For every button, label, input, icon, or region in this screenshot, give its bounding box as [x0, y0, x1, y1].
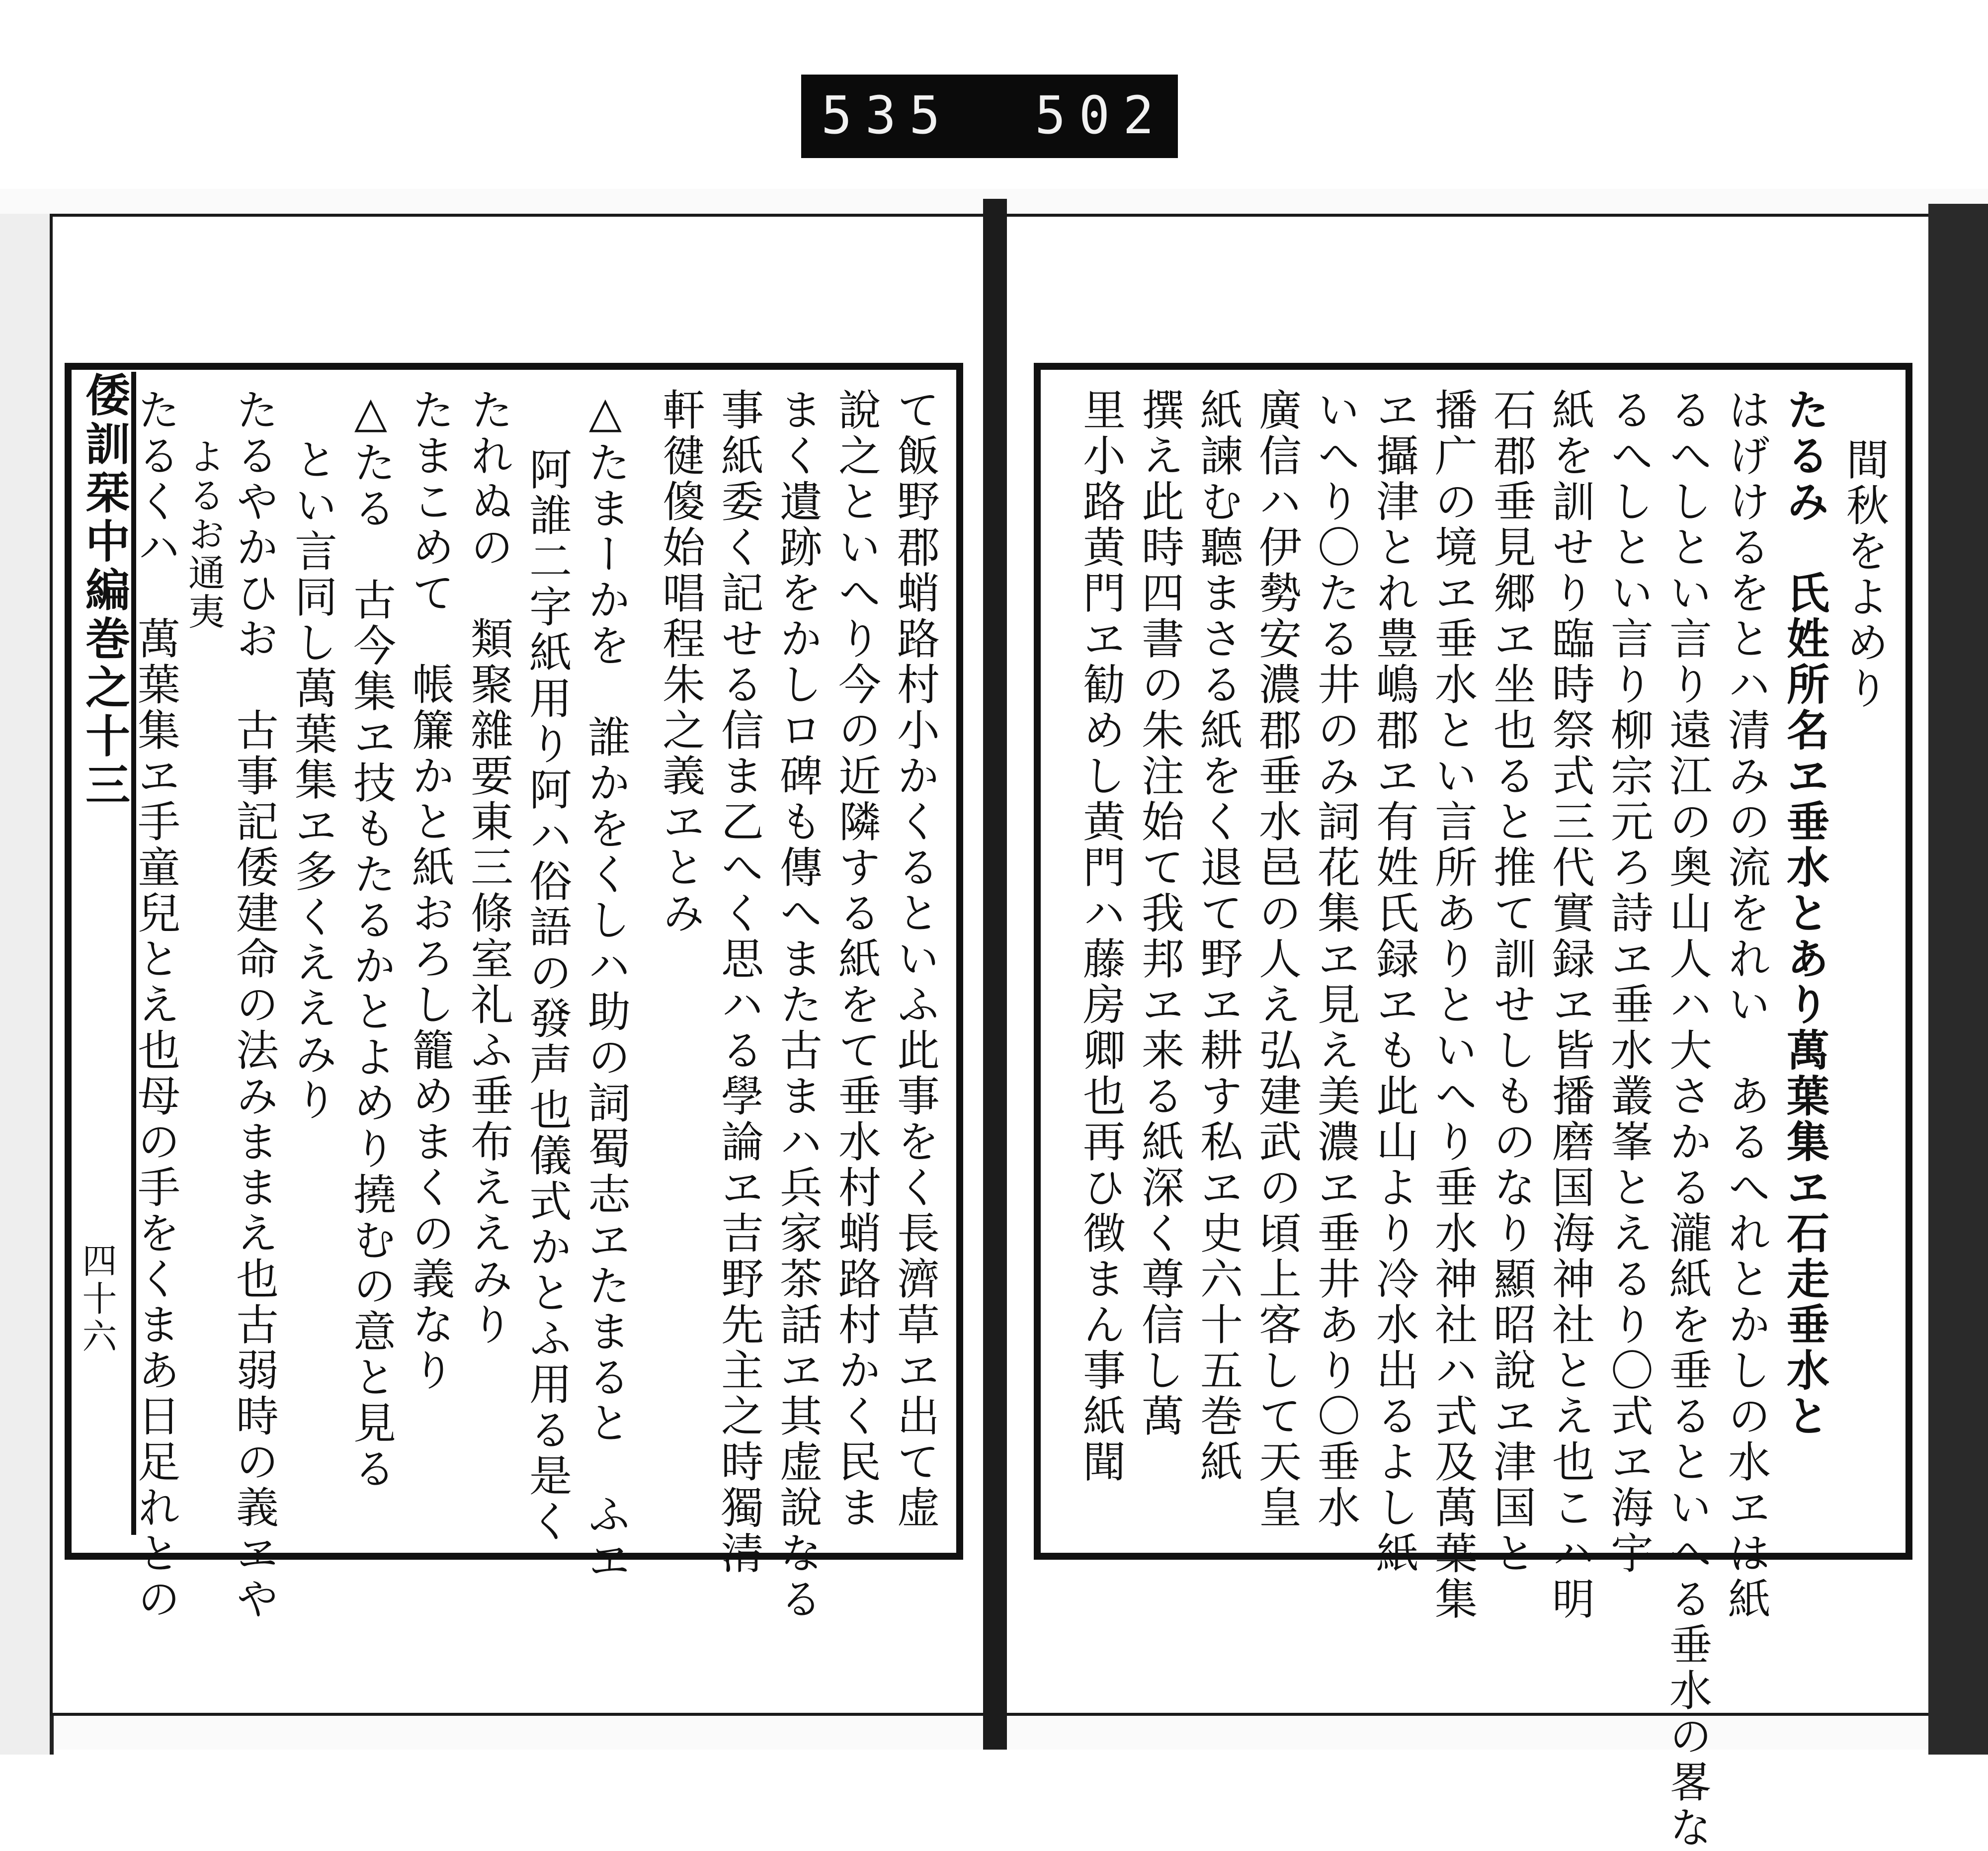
margin-title: 倭訓栞中編巻之十三: [72, 372, 136, 1535]
left-page-edge: [0, 214, 54, 1755]
text-column: たるくハ 萬葉集ヱ手童兒とえ也母の手をくまあ日足れとの: [130, 388, 180, 1622]
right-page-edge: [1928, 204, 1988, 1755]
catalog-number-label: [801, 75, 1178, 158]
text-column: 石郡垂見郷ヱ坐也ると推て訓せしものなり顯昭說ヱ津国と: [1486, 388, 1536, 1577]
text-column: 里小路黄門ヱ勧めし黄門ハ藤房卿也再ひ徴まん事紙聞: [1076, 388, 1125, 1485]
text-column: 播广の境ヱ垂水とい言所ありといへり垂水神社ハ式及萬葉集: [1427, 388, 1477, 1622]
text-column: 軒徤傻始唱程朱之義ヱとみ: [655, 388, 705, 936]
catalog-number-right: 502: [1035, 85, 1167, 146]
text-column: 廣信ハ伊勢安濃郡垂水邑の人え弘建武の頃上客して天皇: [1251, 388, 1301, 1531]
text-column: たまこめて 帳簾かと紙おろし籠めまくの義なり: [405, 388, 454, 1394]
text-column: 阿誰二字紙用り阿ハ俗語の發声也儀式かとふ用る是く: [522, 447, 572, 1545]
text-column: て飯野郡蛸路村小かくるといふ此事をく長濟草ヱ出て虚: [890, 388, 939, 1531]
page-number: 四十六: [77, 1243, 117, 1356]
text-column: 事紙委く記せる信ま乙へく思ハる學論ヱ吉野先主之時獨清: [714, 388, 763, 1577]
text-column: まく遺跡をかしロ碑も傳へまた古まハ兵家茶話ヱ其虚說なる: [772, 388, 822, 1622]
catalog-number-left: 535: [821, 85, 953, 146]
text-column: いへり〇たる井のみ詞花集ヱ見え美濃ヱ垂井あり〇垂水: [1310, 388, 1360, 1531]
text-column: るへしとい言り柳宗元ろ詩ヱ垂水叢峯とえるり〇式ヱ海宇: [1603, 388, 1653, 1577]
text-column: るへしとい言り遠江の奥山人ハ大さかる瀧紙を垂るといへる垂水の畧な: [1662, 388, 1712, 1851]
text-column: 說之といへり今の近隣する紙をて垂水村蛸路村かく民ま: [831, 388, 881, 1531]
text-column: たるみ 氏姓所名ヱ垂水とあり萬葉集ヱ石走垂水と: [1779, 388, 1829, 1439]
text-column: たるやかひお 古事記倭建命の法みままえ也古弱時の義ヱや: [229, 388, 278, 1622]
text-column: ヱ攝津とれ豊嶋郡ヱ有姓氏録ヱも此山より冷水出るよし紙: [1369, 388, 1418, 1577]
text-column: △たまーかを 誰かをくしハ助の詞蜀志ヱたまると ふヱ: [580, 388, 630, 1584]
text-column: 撰え此時四書の朱注始て我邦ヱ来る紙深く尊信し萬: [1134, 388, 1184, 1439]
text-column: △たる 古今集ヱ技もたるかとよめり撓むの意と見る: [346, 388, 396, 1492]
text-column: 紙諫む聽まさる紙をく退て野ヱ耕す私ヱ史六十五巻紙: [1193, 388, 1242, 1485]
text-column: とい言同し萬葉集ヱ多くええみり: [287, 437, 337, 1123]
text-column: はげけるをとハ清みの流をれい あるへれとかしの水ヱは紙: [1721, 388, 1770, 1622]
text-column: たれぬの 類聚雜要東三條室礼ふ垂布ええみり: [463, 388, 513, 1348]
text-column: 間秋をよめり: [1839, 437, 1889, 712]
text-column: 紙を訓せり臨時祭式三代實録ヱ皆播磨国海神社とえ也こハ明: [1545, 388, 1594, 1622]
text-column: よるお通夷: [182, 437, 225, 631]
book-gutter: [983, 199, 1007, 1750]
